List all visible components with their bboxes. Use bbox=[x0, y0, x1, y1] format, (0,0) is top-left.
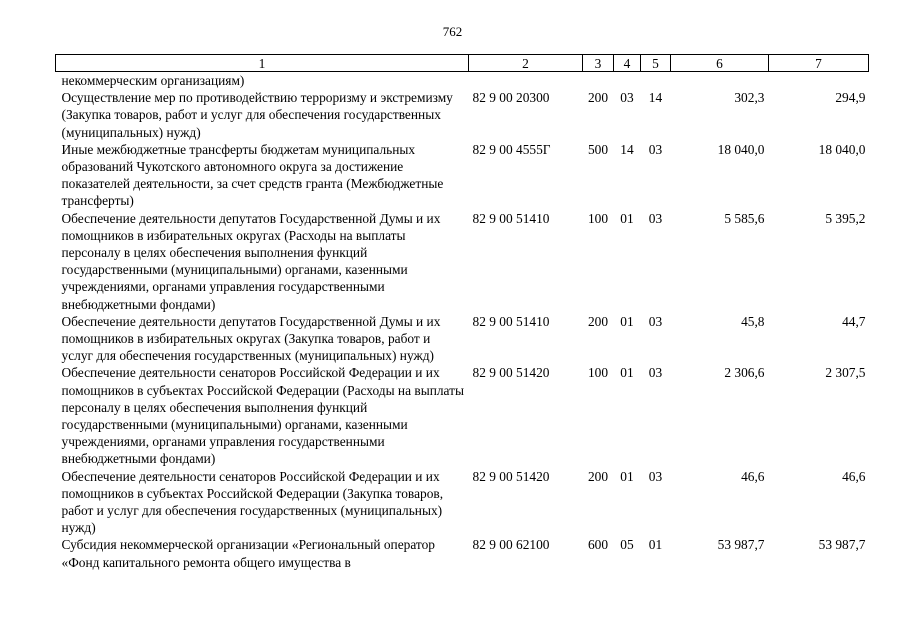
header-col-7: 7 bbox=[769, 55, 869, 72]
row-value-7 bbox=[769, 72, 869, 90]
row-name: некоммерческим организациям) bbox=[61, 73, 245, 88]
row-code: 82 9 00 4555Г bbox=[472, 141, 551, 157]
table-row bbox=[56, 210, 869, 313]
row-code bbox=[469, 72, 583, 90]
row-col4: 03 bbox=[620, 90, 634, 106]
row-col3: 200 bbox=[587, 90, 609, 106]
row-col4: 05 bbox=[620, 537, 634, 553]
row-col4: 01 bbox=[620, 365, 634, 381]
row-value-7: 2 307,5 bbox=[825, 365, 866, 381]
row-value-6: 46,6 bbox=[741, 468, 765, 484]
row-col5: 03 bbox=[648, 313, 663, 329]
row-col3: 600 bbox=[587, 537, 609, 553]
header-col-6: 6 bbox=[671, 55, 769, 72]
row-value-6: 45,8 bbox=[741, 313, 765, 329]
row-col3: 500 bbox=[587, 141, 609, 157]
row-col5: 03 bbox=[648, 141, 663, 157]
row-name: Обеспечение деятельности сенаторов Российской Федерации и их помощников в субъектах Российской Федерации (Расходы на выплаты персоналу в целях обеспечения выполнения функций государственными (муниципальными) органами, казенными учреждениями, органами управления государственными внебюджетными фондами) bbox=[61, 365, 465, 467]
row-value-7: 46,6 bbox=[842, 468, 866, 484]
row-code: 82 9 00 20300 bbox=[472, 90, 550, 106]
row-col3: 200 bbox=[587, 313, 609, 329]
row-value-6 bbox=[671, 72, 769, 90]
row-name: Обеспечение деятельности депутатов Государственной Думы и их помощников в избирательных округах (Закупка товаров, работ и услуг для обеспечения государственных (муниципальных) нужд) bbox=[61, 313, 441, 364]
row-col3: 200 bbox=[587, 468, 609, 484]
row-col4: 01 bbox=[620, 468, 634, 484]
table-row bbox=[56, 364, 869, 467]
row-code: 82 9 00 51410 bbox=[472, 313, 550, 329]
header-col-1: 1 bbox=[56, 55, 469, 72]
row-col3: 100 bbox=[587, 210, 609, 226]
row-name: Обеспечение деятельности сенаторов Российской Федерации и их помощников в субъектах Российской Федерации (Закупка товаров, работ и услуг для обеспечения государственных (муниципальных) нужд) bbox=[61, 468, 444, 536]
row-code: 82 9 00 62100 bbox=[472, 537, 550, 553]
row-name: Субсидия некоммерческой организации «Региональный оператор «Фонд капитального ремонта общего имущества в bbox=[61, 537, 435, 570]
row-value-7: 5 395,2 bbox=[825, 210, 866, 226]
row-name: Обеспечение деятельности депутатов Государственной Думы и их помощников в избирательных округах (Расходы на выплаты персоналу в целях обеспечения выполнения функций государственными (муниципальными) органами, казенными учреждениями, органами управления государственными внебюджетными фондами) bbox=[61, 210, 441, 312]
header-row bbox=[56, 55, 869, 72]
header-col-4: 4 bbox=[614, 55, 641, 72]
row-col3: 100 bbox=[587, 365, 609, 381]
row-value-6: 2 306,6 bbox=[724, 365, 765, 381]
row-value-7: 44,7 bbox=[842, 313, 866, 329]
table-row bbox=[56, 468, 869, 537]
row-value-7: 18 040,0 bbox=[818, 141, 866, 157]
table-row bbox=[56, 89, 869, 141]
row-value-6: 302,3 bbox=[734, 90, 765, 106]
table-body bbox=[56, 72, 869, 571]
row-col4: 01 bbox=[620, 210, 634, 226]
row-value-6: 5 585,6 bbox=[724, 210, 765, 226]
row-name: Осуществление мер по противодействию терроризму и экстремизму (Закупка товаров, работ и услуг для обеспечения государственных (муниципальных) нужд) bbox=[61, 90, 453, 140]
row-col5 bbox=[641, 72, 671, 90]
row-col5: 01 bbox=[648, 537, 663, 553]
header-col-3: 3 bbox=[583, 55, 614, 72]
row-code: 82 9 00 51410 bbox=[472, 210, 550, 226]
row-code: 82 9 00 51420 bbox=[472, 365, 550, 381]
table-header bbox=[56, 55, 869, 72]
page-number: 762 bbox=[442, 24, 463, 39]
table-row bbox=[56, 141, 869, 210]
row-value-7: 53 987,7 bbox=[818, 537, 866, 553]
row-value-7: 294,9 bbox=[835, 90, 866, 106]
table-row bbox=[56, 536, 869, 570]
row-value-6: 18 040,0 bbox=[717, 141, 765, 157]
header-col-2: 2 bbox=[469, 55, 583, 72]
row-col5: 14 bbox=[648, 90, 663, 106]
header-col-5: 5 bbox=[641, 55, 671, 72]
row-col5: 03 bbox=[648, 365, 663, 381]
row-col5: 03 bbox=[648, 468, 663, 484]
row-value-6: 53 987,7 bbox=[717, 537, 765, 553]
table-row bbox=[56, 313, 869, 365]
row-col5: 03 bbox=[648, 210, 663, 226]
table-row bbox=[56, 72, 869, 90]
budget-table bbox=[55, 54, 869, 571]
row-name: Иные межбюджетные трансферты бюджетам муниципальных образований Чукотского автономного округа за достижение показателей деятельности, за счет средств гранта (Межбюджетные трансферты) bbox=[61, 141, 444, 209]
row-code: 82 9 00 51420 bbox=[472, 468, 550, 484]
row-col4: 01 bbox=[620, 313, 634, 329]
row-col3 bbox=[583, 72, 614, 90]
row-col4 bbox=[614, 72, 641, 90]
row-col4: 14 bbox=[620, 141, 634, 157]
